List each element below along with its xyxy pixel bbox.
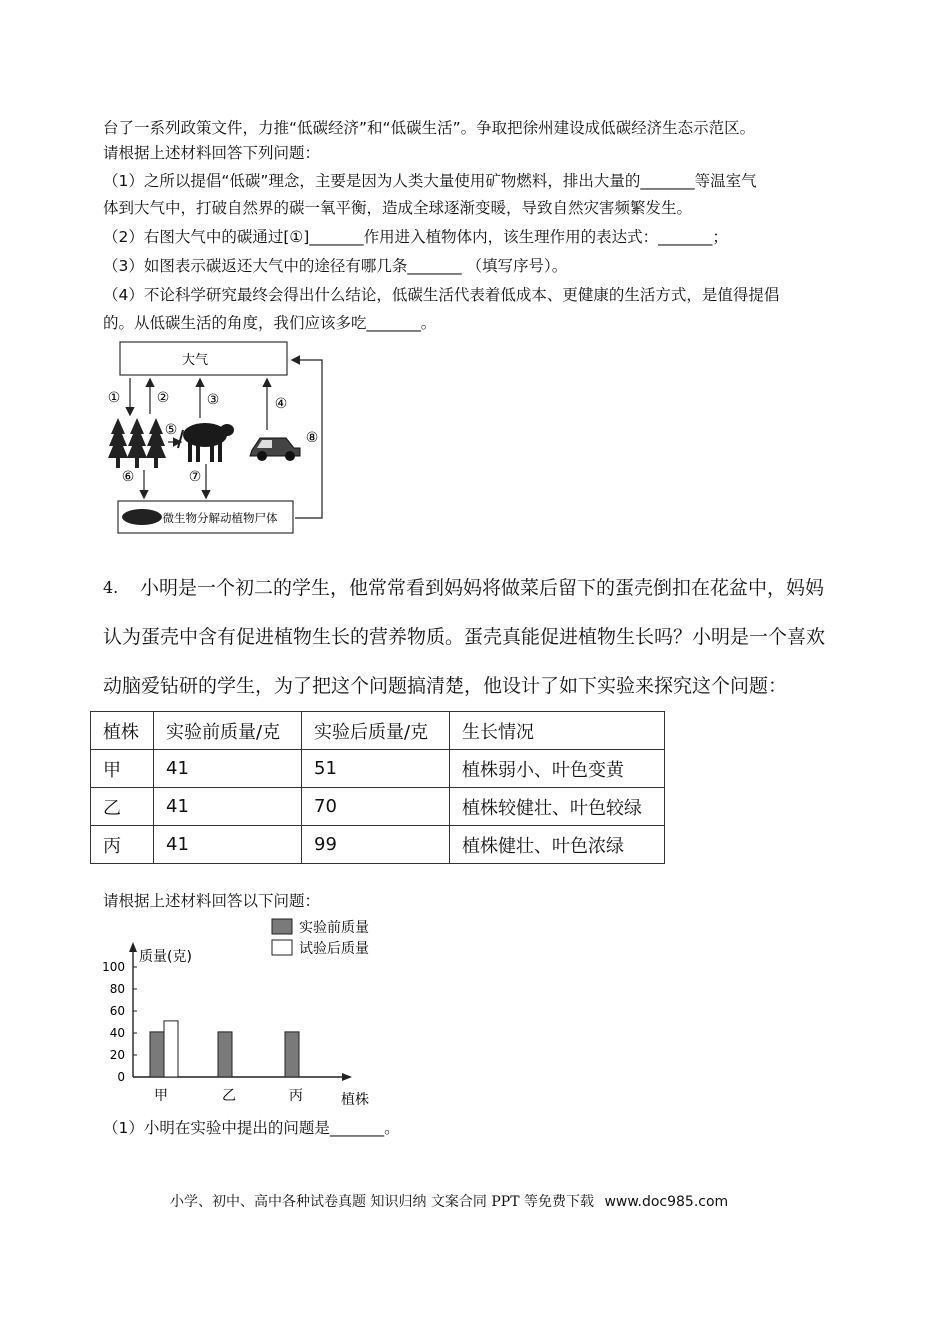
table-cell: 99 bbox=[302, 826, 450, 864]
x-axis-arrow bbox=[342, 1073, 352, 1081]
bar-甲-实验前质量 bbox=[150, 1032, 164, 1077]
table-header: 实验前质量/克 bbox=[154, 712, 302, 750]
legend-label: 试验后质量 bbox=[299, 941, 369, 957]
question4-line-3: 动脑爱钻研的学生，为了把这个问题搞清楚，他设计了如下实验来探究这个问题： bbox=[103, 675, 788, 697]
text-line-8: 的。从低碳生活的角度，我们应该多吃_______。 bbox=[103, 314, 437, 332]
y-axis-arrow bbox=[129, 942, 137, 952]
y-tick-label: 60 bbox=[109, 1004, 125, 1018]
question4-line-1: 小明是一个初二的学生，他常常看到妈妈将做菜后留下的蛋壳倒扣在花盆中，妈妈 bbox=[140, 577, 825, 599]
text-line-7: （4）不论科学研究最终会得出什么结论，低碳生活代表着低成本、更健康的生活方式，是值得提倡 bbox=[103, 286, 780, 304]
table-cell: 植株弱小、叶色变黄 bbox=[450, 750, 665, 788]
after-table-text: 请根据上述材料回答以下问题： bbox=[103, 892, 321, 910]
x-tick-label: 乙 bbox=[222, 1088, 236, 1104]
marker-1: ① bbox=[107, 390, 121, 406]
marker-4: ④ bbox=[274, 396, 288, 412]
table-row bbox=[91, 826, 665, 864]
footer-url[interactable]: www.doc985.com bbox=[604, 1194, 729, 1210]
question4-line-2: 认为蛋壳中含有促进植物生长的营养物质。蛋壳真能促进植物生长吗？小明是一个喜欢 bbox=[103, 626, 826, 648]
trees-icon bbox=[108, 418, 166, 468]
marker-2: ② bbox=[156, 390, 170, 406]
table-cell: 丙 bbox=[91, 826, 154, 864]
question-number: 4. bbox=[103, 578, 119, 597]
legend-swatch bbox=[272, 940, 292, 955]
table-cell: 51 bbox=[302, 750, 450, 788]
bar-丙-实验前质量 bbox=[285, 1032, 299, 1077]
marker-7: ⑦ bbox=[188, 469, 202, 485]
table-row bbox=[91, 750, 665, 788]
table-cell: 41 bbox=[154, 750, 302, 788]
table-cell: 41 bbox=[154, 826, 302, 864]
legend-swatch bbox=[272, 919, 292, 934]
table-header: 生长情况 bbox=[450, 712, 665, 750]
table-row bbox=[91, 788, 665, 826]
marker-3: ③ bbox=[206, 392, 220, 408]
car-icon bbox=[250, 438, 300, 461]
table-cell: 乙 bbox=[91, 788, 154, 826]
text-line-5: （2）右图大气中的碳通过[①]_______作用进入植物体内，该生理作用的表达式：_______； bbox=[103, 228, 728, 246]
bar-乙-实验前质量 bbox=[218, 1032, 232, 1077]
marker-8: ⑧ bbox=[305, 430, 319, 446]
bar-甲-试验后质量 bbox=[164, 1021, 178, 1077]
table-cell: 41 bbox=[154, 788, 302, 826]
footer-text: 小学、初中、高中各种试卷真题 知识归纳 文案合同 PPT 等免费下载 bbox=[170, 1194, 594, 1210]
soil-icon bbox=[122, 509, 162, 525]
y-tick-label: 20 bbox=[109, 1048, 125, 1062]
y-tick-label: 0 bbox=[117, 1070, 125, 1084]
text-line-1: 台了一系列政策文件，力推“低碳经济”和“低碳生活”。争取把徐州建设成低碳经济生态示范区。 bbox=[103, 119, 756, 137]
text-line-3: （1）之所以提倡“低碳”理念，主要是因为人类大量使用矿物燃料，排出大量的_______等温室气 bbox=[103, 172, 757, 190]
text-line-4: 体到大气中，打破自然界的碳一氧平衡，造成全球逐渐变暖，导致自然灾害频繁发生。 bbox=[103, 199, 693, 217]
table-header: 实验后质量/克 bbox=[302, 712, 450, 750]
table-cell: 植株健壮、叶色浓绿 bbox=[450, 826, 665, 864]
sub-question-1: （1）小明在实验中提出的问题是_______。 bbox=[103, 1119, 400, 1137]
decomposer-label: 微生物分解动植物尸体 bbox=[162, 511, 278, 525]
legend-label: 实验前质量 bbox=[299, 920, 369, 936]
cow-icon bbox=[178, 423, 234, 462]
y-tick-label: 40 bbox=[109, 1026, 125, 1040]
mass-bar-chart bbox=[95, 912, 385, 1112]
table-cell: 甲 bbox=[91, 750, 154, 788]
table-header-row bbox=[91, 712, 665, 750]
atmosphere-label: 大气 bbox=[181, 353, 209, 368]
table-cell: 70 bbox=[302, 788, 450, 826]
text-line-6: （3）如图表示碳返还大气中的途径有哪几条_______ （填写序号）。 bbox=[103, 257, 568, 275]
y-tick-label: 100 bbox=[102, 960, 125, 974]
x-tick-label: 甲 bbox=[154, 1088, 168, 1104]
experiment-table bbox=[90, 711, 665, 864]
marker-5: ⑤ bbox=[164, 422, 178, 438]
carbon-cycle-diagram bbox=[100, 338, 332, 538]
marker-6: ⑥ bbox=[121, 469, 135, 485]
table-header: 植株 bbox=[91, 712, 154, 750]
x-axis-label: 植株 bbox=[341, 1092, 369, 1108]
x-tick-label: 丙 bbox=[289, 1088, 303, 1104]
y-axis-label: 质量(克) bbox=[139, 949, 192, 965]
table-cell: 植株较健壮、叶色较绿 bbox=[450, 788, 665, 826]
footer bbox=[170, 1191, 728, 1211]
y-tick-label: 80 bbox=[109, 982, 125, 996]
text-line-2: 请根据上述材料回答下列问题： bbox=[103, 144, 321, 162]
